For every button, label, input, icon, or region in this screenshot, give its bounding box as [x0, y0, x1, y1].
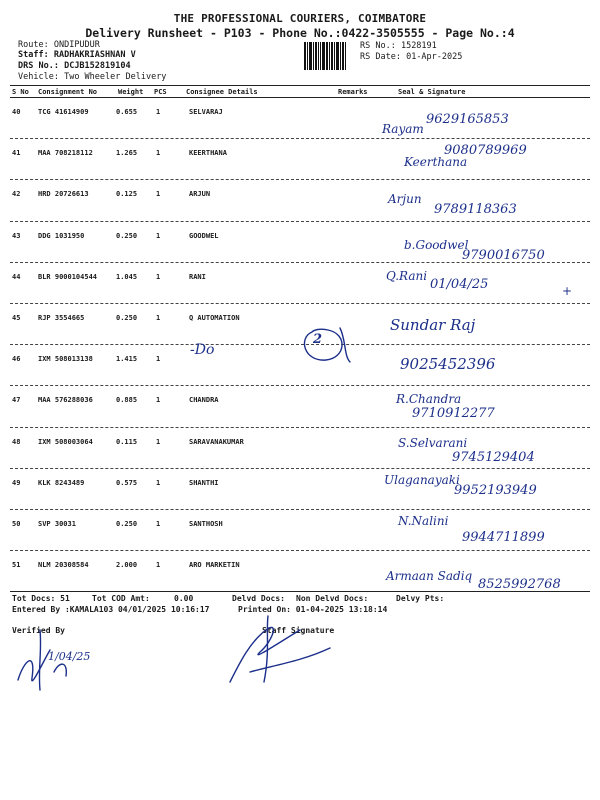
- col-consignee: Consignee Details: [186, 88, 258, 96]
- drs-value: DCJB152819104: [64, 61, 131, 71]
- staff-signature-mark: [220, 612, 370, 692]
- row-weight: 0.250: [116, 520, 138, 528]
- row-sno: 46: [12, 355, 21, 364]
- row-consignment-no: DDG 1031950: [38, 231, 85, 240]
- table-row: [10, 551, 590, 592]
- plus-mark: +: [562, 284, 573, 298]
- row-sno: 51: [12, 561, 21, 570]
- row-signature-phone: 9745129404: [452, 449, 535, 465]
- row-weight: 1.045: [116, 272, 138, 281]
- vehicle-label: Vehicle:: [18, 72, 59, 82]
- rs-no-value: 1528191: [400, 41, 437, 51]
- rs-date-line: [360, 52, 462, 62]
- tot-docs: Tot Docs: 51: [12, 594, 70, 603]
- row-signature: Ulaganayaki: [384, 472, 460, 487]
- row-consignee: ARJUN: [189, 190, 211, 199]
- row-pcs: 1: [156, 231, 161, 240]
- row-signature-phone: 9790016750: [462, 247, 545, 263]
- table-row: [10, 510, 590, 551]
- ditto-mark: -Do: [190, 342, 215, 358]
- row-weight: 0.655: [116, 108, 138, 116]
- row-sno: 48: [12, 437, 21, 446]
- row-pcs: 1: [156, 190, 161, 199]
- staff-value: RADHAKRIASHNAN V: [53, 50, 136, 60]
- non-delvd-docs: Non Delvd Docs:: [296, 594, 369, 603]
- company-title: THE PROFESSIONAL COURIERS, COIMBATORE: [173, 12, 427, 25]
- row-consignment-no: KLK 8243489: [38, 478, 85, 487]
- row-signature: Sundar Raj: [390, 316, 476, 334]
- row-sno: 45: [12, 314, 21, 322]
- row-consignment-no: IXM 508013138: [38, 355, 93, 364]
- row-consignee: SARAVANAKUMAR: [189, 437, 244, 446]
- row-sno: 41: [12, 149, 21, 158]
- row-weight: 0.125: [116, 190, 138, 199]
- row-pcs: 1: [156, 396, 161, 405]
- row-signature-phone: 9789118363: [434, 202, 517, 218]
- tot-cod-value: 0.00: [174, 594, 194, 603]
- table-row: [10, 428, 590, 469]
- row-sno: 47: [12, 396, 21, 405]
- row-signature: S.Selvarani: [398, 435, 468, 450]
- row-weight: 0.250: [116, 231, 138, 240]
- rs-date-label: RS Date:: [360, 52, 401, 62]
- circled-number-text: 2: [313, 332, 323, 347]
- row-consignee: SHANTHI: [189, 478, 219, 487]
- row-weight: 0.115: [116, 437, 138, 446]
- row-signature-phone: 9952193949: [454, 482, 537, 498]
- row-consignment-no: MAA 576288036: [38, 396, 93, 405]
- row-signature-phone: 9944711899: [462, 530, 545, 545]
- barcode-image: [304, 42, 354, 70]
- col-remarks: Remarks: [338, 88, 368, 96]
- rs-no-line: [360, 41, 437, 51]
- drs-line: [18, 61, 131, 71]
- row-signature-phone: 9080789969: [444, 143, 527, 159]
- rs-date-value: 01-Apr-2025: [406, 52, 463, 62]
- row-pcs: 1: [156, 437, 161, 446]
- entered-by: Entered By :KAMALA103 04/01/2025 10:16:17: [12, 605, 210, 614]
- row-signature-phone: 9710912277: [412, 406, 495, 422]
- row-consignee: Q AUTOMATION: [189, 314, 240, 322]
- row-sno: 40: [12, 108, 21, 116]
- delvd-docs: Delvd Docs:: [232, 594, 285, 603]
- col-consignment: Consignment No: [38, 88, 98, 96]
- row-consignee: SELVARAJ: [189, 108, 223, 116]
- row-sno: 44: [12, 272, 21, 281]
- row-weight: 1.265: [116, 149, 138, 158]
- row-pcs: 1: [156, 314, 161, 322]
- row-consignment-no: SVP 30031: [38, 520, 76, 528]
- row-signature-phone: 01/04/25: [430, 276, 489, 292]
- footer-top-rule: [10, 591, 590, 592]
- table-row: [10, 469, 590, 510]
- vehicle-line: [18, 72, 166, 82]
- row-pcs: 1: [156, 272, 161, 281]
- row-consignee: KEERTHANA: [189, 149, 227, 158]
- route-label: Route:: [18, 40, 49, 50]
- rs-no-label: RS No.:: [360, 41, 396, 51]
- verified-by-label: Verified By: [12, 626, 65, 635]
- table-row: [10, 222, 590, 263]
- row-pcs: 1: [156, 149, 161, 158]
- header-top-rule: [10, 85, 590, 86]
- row-signature-phone: 9629165853: [426, 112, 509, 127]
- vehicle-value: Two Wheeler Delivery: [64, 72, 167, 82]
- circled-number-mark: [300, 326, 360, 366]
- row-weight: 1.415: [116, 355, 138, 364]
- drs-label: DRS No.:: [18, 61, 59, 71]
- row-pcs: 1: [156, 478, 161, 487]
- row-pcs: 1: [156, 108, 161, 116]
- row-consignee: SANTHOSH: [189, 520, 223, 528]
- col-pcs: PCS: [154, 88, 167, 96]
- row-consignment-no: MAA 708218112: [38, 149, 93, 158]
- row-consignment-no: IXM 508003064: [38, 437, 93, 446]
- delvy-pts: Delvy Pts:: [396, 594, 445, 603]
- runsheet-title: Delivery Runsheet - P103 - Phone No.:0422-3505555 - Page No.:4: [85, 26, 515, 40]
- row-sno: 42: [12, 190, 21, 199]
- verified-date: 1/04/25: [48, 650, 91, 663]
- row-signature: b.Goodwel: [404, 237, 469, 252]
- route-value: ONDIPUDUR: [53, 40, 100, 50]
- row-sno: 49: [12, 478, 21, 487]
- row-signature: Arjun: [388, 192, 422, 207]
- staff-line: [18, 50, 136, 60]
- table-row: [10, 180, 590, 221]
- row-signature: N.Nalini: [398, 514, 449, 528]
- table-row: [10, 263, 590, 304]
- row-signature: R.Chandra: [396, 392, 462, 407]
- row-consignee: GOODWEL: [189, 231, 219, 240]
- row-signature: Rayam: [382, 122, 424, 136]
- row-consignee: ARO MARKETIN: [189, 561, 240, 570]
- table-row: [10, 386, 590, 427]
- col-seal: Seal & Signature: [398, 88, 466, 96]
- route-line: [18, 40, 100, 50]
- table-row: [10, 139, 590, 180]
- printed-on: Printed On: 01-04-2025 13:18:14: [238, 605, 388, 614]
- row-consignment-no: RJP 3554665: [38, 314, 85, 322]
- row-signature: Armaan Sadiq: [386, 569, 473, 584]
- col-weight: Weight: [118, 88, 144, 96]
- col-sno: S No: [12, 88, 29, 96]
- row-consignee: RANI: [189, 272, 206, 281]
- row-weight: 0.885: [116, 396, 138, 405]
- row-signature: 9025452396: [400, 355, 496, 374]
- row-signature: Q.Rani: [386, 268, 428, 283]
- staff-signature-label: Staff Signature: [262, 626, 335, 635]
- table-row: [10, 98, 590, 139]
- row-weight: 2.000: [116, 561, 138, 570]
- row-weight: 0.575: [116, 478, 138, 487]
- row-pcs: 1: [156, 355, 161, 364]
- row-pcs: 1: [156, 561, 161, 570]
- row-consignment-no: NLM 20308584: [38, 561, 89, 570]
- row-consignment-no: HRD 20726613: [38, 190, 89, 199]
- row-signature: Keerthana: [404, 155, 468, 170]
- row-consignment-no: BLR 9000104544: [38, 272, 98, 281]
- row-sno: 43: [12, 231, 21, 240]
- row-consignee: CHANDRA: [189, 396, 219, 405]
- row-consignment-no: TCG 41614909: [38, 108, 89, 116]
- row-pcs: 1: [156, 520, 161, 528]
- row-weight: 0.250: [116, 314, 138, 322]
- staff-label: Staff:: [18, 50, 49, 60]
- tot-cod-label: Tot COD Amt:: [92, 594, 150, 603]
- row-sno: 50: [12, 520, 21, 528]
- row-signature-phone: 8525992768: [478, 577, 561, 593]
